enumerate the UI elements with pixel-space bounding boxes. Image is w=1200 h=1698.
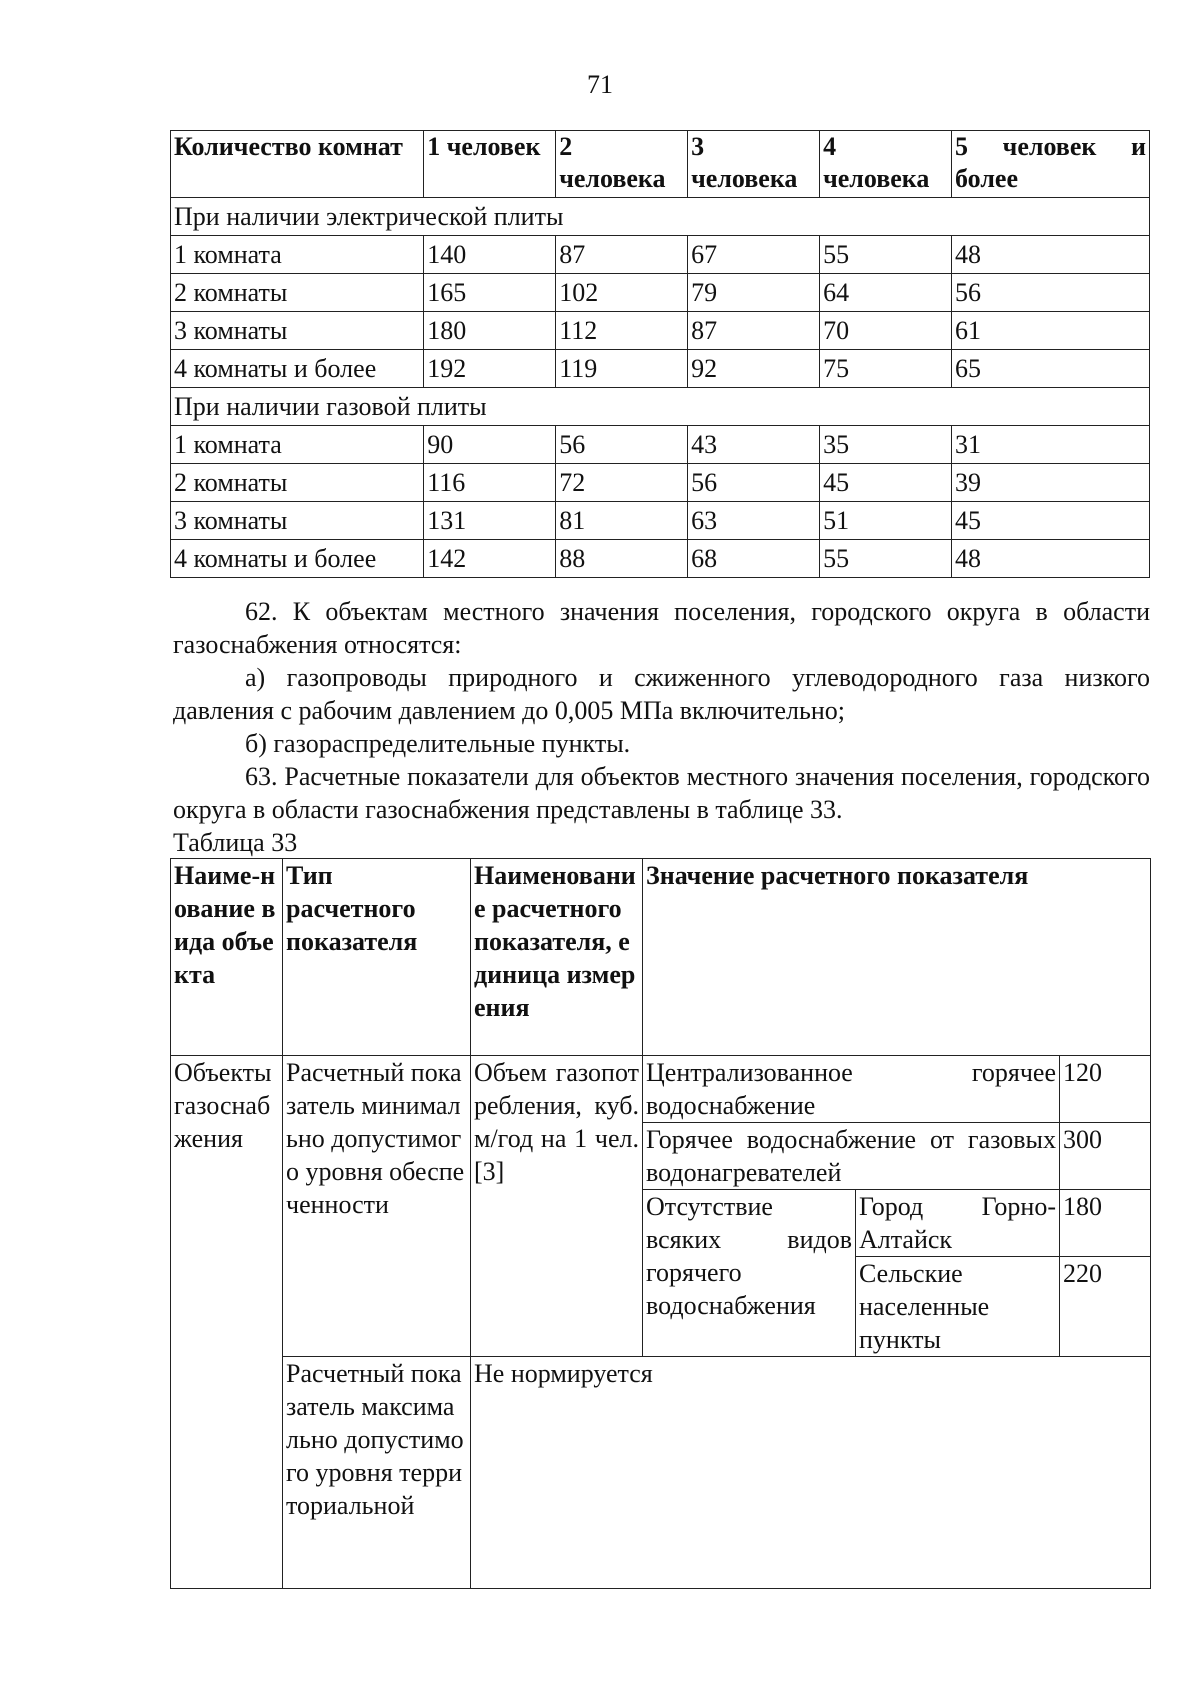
subrow-label-cell: Сельские населенные пункты xyxy=(856,1257,1060,1357)
header-1-person: 1 человек xyxy=(424,131,556,198)
object-type-cell: Объекты газоснабжения xyxy=(171,1056,283,1589)
rooms-cell: 4 комнаты и более xyxy=(171,350,424,388)
paragraph-63: 63. Расчетные показатели для объектов местного значения поселения, городского округа в области газоснабжения представлены в таблице 33. xyxy=(173,762,1150,824)
row-value-cell: 120 xyxy=(1060,1056,1151,1123)
table-header-row xyxy=(171,859,1151,1056)
subrow-value-cell: 180 xyxy=(1060,1190,1151,1257)
subrow-value-cell: 220 xyxy=(1060,1257,1151,1357)
table-caption: Таблица 33 xyxy=(173,828,298,857)
indicators-table xyxy=(170,858,1151,1589)
rooms-cell: 2 комнаты xyxy=(171,464,424,502)
value-cell: 131 xyxy=(424,502,556,540)
rooms-cell: 3 комнаты xyxy=(171,502,424,540)
header-indicator-name: Наименование расчетного показателя, единица измерения xyxy=(471,859,643,1056)
value-cell: 56 xyxy=(556,426,688,464)
section-gas-label: При наличии газовой плиты xyxy=(171,388,1150,426)
value-cell: 31 xyxy=(952,426,1150,464)
indicator-max-cell: Расчетный показатель максимально допустимого уровня территориальной xyxy=(283,1357,471,1589)
paragraph-62: 62. К объектам местного значения поселения, городского округа в области газоснабжения относятся: xyxy=(173,597,1150,659)
indicator-name-cell: Объем газопотребления, куб. м/год на 1 чел. [3] xyxy=(471,1056,643,1357)
absence-label-cell: Отсутствие всяких видов горячего водоснабжения xyxy=(643,1190,856,1357)
value-cell: 87 xyxy=(556,236,688,274)
paragraph-62a: а) газопроводы природного и сжиженного углеводородного газа низкого давления с рабочим давлением до 0,005 МПа включительно; xyxy=(173,663,1150,725)
value-cell: 92 xyxy=(688,350,820,388)
indicator-min-cell: Расчетный показатель минимально допустимого уровня обеспеченности xyxy=(283,1056,471,1357)
value-cell: 63 xyxy=(688,502,820,540)
value-cell: 72 xyxy=(556,464,688,502)
value-cell: 45 xyxy=(952,502,1150,540)
value-cell: 64 xyxy=(820,274,952,312)
value-cell: 87 xyxy=(688,312,820,350)
value-cell: 70 xyxy=(820,312,952,350)
header-rooms: Количество комнат xyxy=(171,131,424,198)
value-cell: 48 xyxy=(952,236,1150,274)
paragraph-62b: б) газораспределительные пункты. xyxy=(245,729,631,758)
table-row xyxy=(171,350,1150,388)
value-cell: 39 xyxy=(952,464,1150,502)
value-cell: 55 xyxy=(820,540,952,578)
value-cell: 55 xyxy=(820,236,952,274)
value-cell: 90 xyxy=(424,426,556,464)
table-row xyxy=(171,502,1150,540)
value-cell: 43 xyxy=(688,426,820,464)
value-cell: 140 xyxy=(424,236,556,274)
header-indicator-type: Тип расчетного показателя xyxy=(283,859,471,1056)
value-cell: 35 xyxy=(820,426,952,464)
table-row xyxy=(171,426,1150,464)
value-cell: 142 xyxy=(424,540,556,578)
section-row-gas xyxy=(171,388,1150,426)
header-4-persons: 4 человека xyxy=(820,131,952,198)
table-row xyxy=(171,274,1150,312)
page-number: 71 xyxy=(587,70,613,99)
rooms-cell: 1 комната xyxy=(171,236,424,274)
value-cell: 67 xyxy=(688,236,820,274)
value-cell: 119 xyxy=(556,350,688,388)
value-cell: 165 xyxy=(424,274,556,312)
value-cell: 45 xyxy=(820,464,952,502)
value-cell: 48 xyxy=(952,540,1150,578)
header-5-persons: 5 человек и более xyxy=(952,131,1150,198)
body-text xyxy=(173,595,1150,826)
value-cell: 112 xyxy=(556,312,688,350)
subrow-label-cell: Город Горно-Алтайск xyxy=(856,1190,1060,1257)
value-cell: 56 xyxy=(688,464,820,502)
header-2-persons: 2 человека xyxy=(556,131,688,198)
rooms-cell: 1 комната xyxy=(171,426,424,464)
value-cell: 192 xyxy=(424,350,556,388)
table-row xyxy=(171,312,1150,350)
consumption-table xyxy=(170,130,1150,578)
value-cell: 75 xyxy=(820,350,952,388)
table-row xyxy=(171,236,1150,274)
header-object-type: Наиме-нование вида объекта xyxy=(171,859,283,1056)
row-label-cell: Централизованное горячее водоснабжение xyxy=(643,1056,1060,1123)
value-cell: 116 xyxy=(424,464,556,502)
section-electric-label: При наличии электрической плиты xyxy=(171,198,1150,236)
value-cell: 102 xyxy=(556,274,688,312)
table-row xyxy=(171,1056,1151,1123)
row-value-cell: 300 xyxy=(1060,1123,1151,1190)
table-row xyxy=(171,464,1150,502)
value-cell: 88 xyxy=(556,540,688,578)
table-header-row xyxy=(171,131,1150,198)
not-normed-cell: Не нормируется xyxy=(471,1357,1151,1589)
value-cell: 51 xyxy=(820,502,952,540)
rooms-cell: 4 комнаты и более xyxy=(171,540,424,578)
header-indicator-value: Значение расчетного показателя xyxy=(643,859,1151,1056)
row-label-cell: Горячее водоснабжение от газовых водонагревателей xyxy=(643,1123,1060,1190)
value-cell: 81 xyxy=(556,502,688,540)
header-3-persons: 3 человека xyxy=(688,131,820,198)
table-row xyxy=(171,1357,1151,1589)
value-cell: 79 xyxy=(688,274,820,312)
value-cell: 56 xyxy=(952,274,1150,312)
value-cell: 68 xyxy=(688,540,820,578)
table-row xyxy=(171,540,1150,578)
section-row-electric xyxy=(171,198,1150,236)
value-cell: 180 xyxy=(424,312,556,350)
rooms-cell: 2 комнаты xyxy=(171,274,424,312)
rooms-cell: 3 комнаты xyxy=(171,312,424,350)
value-cell: 61 xyxy=(952,312,1150,350)
value-cell: 65 xyxy=(952,350,1150,388)
